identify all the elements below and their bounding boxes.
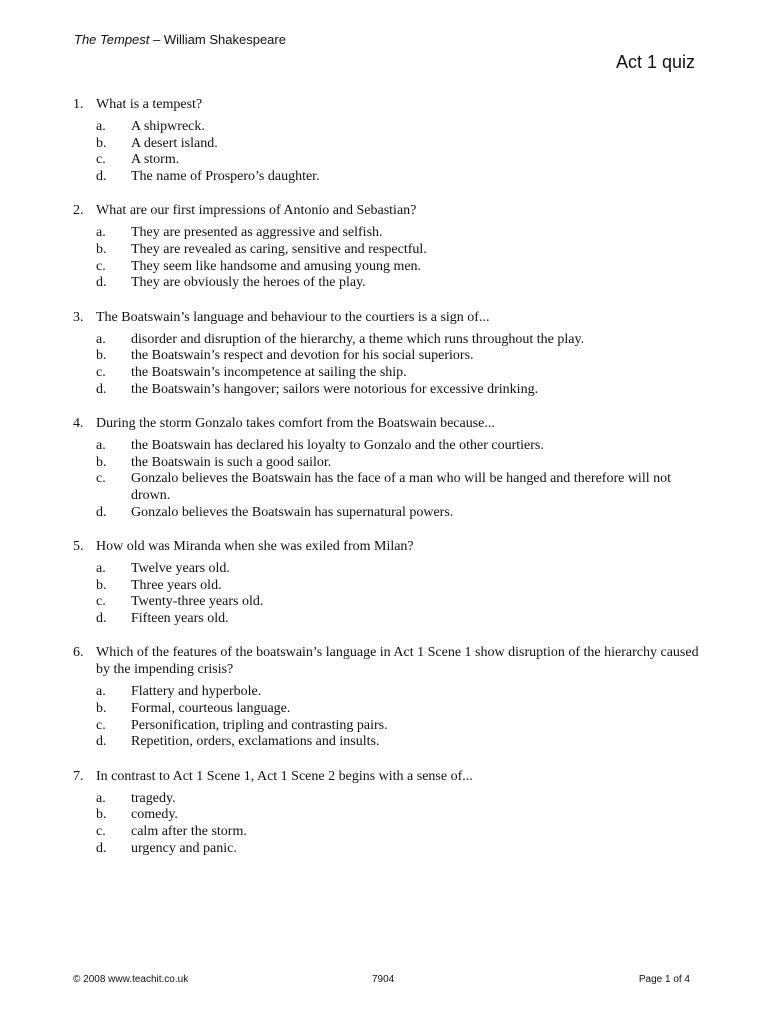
option-text: Personification, tripling and contrasting pairs.	[131, 717, 388, 733]
answer-option	[73, 259, 703, 276]
question-5	[73, 538, 703, 627]
option-letter: b.	[96, 807, 107, 823]
option-text: They seem like handsome and amusing young men.	[131, 258, 422, 274]
option-letter: c.	[96, 594, 106, 610]
question-1	[73, 96, 703, 185]
answer-option	[73, 152, 703, 169]
option-letter: a.	[96, 438, 106, 454]
option-text: the Boatswain’s incompetence at sailing the ship.	[131, 364, 407, 380]
answer-options	[73, 119, 703, 185]
option-text: They are revealed as caring, sensitive and respectful.	[131, 241, 427, 257]
answer-options	[73, 225, 703, 291]
option-text: Three years old.	[131, 577, 222, 593]
option-letter: a.	[96, 331, 106, 347]
option-text: urgency and panic.	[131, 840, 237, 856]
question-line	[73, 538, 703, 555]
answer-option	[73, 684, 703, 701]
option-letter: a.	[96, 684, 106, 700]
option-text: the Boatswain is such a good sailor.	[131, 454, 332, 470]
question-line	[73, 415, 703, 432]
document-id: 7904	[372, 974, 395, 985]
answer-option	[73, 791, 703, 808]
answer-option	[73, 455, 703, 472]
question-line	[73, 644, 703, 678]
option-letter: d.	[96, 381, 107, 397]
answer-option	[73, 578, 703, 595]
question-6	[73, 644, 703, 750]
question-text: During the storm Gonzalo takes comfort from the Boatswain because...	[96, 416, 495, 432]
copyright: © 2008 www.teachit.co.uk	[73, 974, 189, 985]
option-letter: a.	[96, 790, 106, 806]
answer-option	[73, 824, 703, 841]
author: – William Shakespeare	[149, 32, 286, 47]
answer-options	[73, 561, 703, 627]
answer-options	[73, 332, 703, 398]
option-text: Twenty-three years old.	[131, 594, 264, 610]
option-text: Fifteen years old.	[131, 610, 229, 626]
play-title: The Tempest	[74, 32, 150, 47]
page-number: Page 1 of 4	[638, 974, 690, 985]
answer-option	[73, 119, 703, 136]
option-letter: b.	[96, 454, 107, 470]
question-number: 4.	[73, 416, 84, 432]
question-number: 3.	[73, 309, 84, 325]
option-letter: a.	[96, 225, 106, 241]
option-text: The name of Prospero’s daughter.	[131, 168, 320, 184]
question-number: 5.	[73, 539, 84, 555]
option-text: Formal, courteous language.	[131, 701, 291, 717]
question-4	[73, 415, 703, 521]
question-text: What is a tempest?	[96, 97, 203, 112]
option-text: Gonzalo believes the Boatswain has the face of a man who will be hanged and therefore will not drown.	[131, 471, 671, 503]
answer-option	[73, 275, 703, 292]
option-letter: c.	[96, 152, 106, 168]
option-text: Flattery and hyperbole.	[131, 684, 262, 700]
option-text: the Boatswain has declared his loyalty to Gonzalo and the other courtiers.	[131, 438, 544, 454]
option-letter: d.	[96, 504, 107, 520]
answer-options	[73, 438, 703, 521]
question-7	[73, 768, 703, 857]
option-letter: c.	[96, 258, 106, 274]
question-list	[73, 96, 703, 874]
answer-option	[73, 169, 703, 186]
option-text: comedy.	[131, 807, 178, 823]
question-line	[73, 768, 703, 785]
answer-option	[73, 471, 703, 504]
question-number: 1.	[73, 97, 84, 112]
question-2	[73, 202, 703, 291]
question-text: Which of the features of the boatswain’s language in Act 1 Scene 1 show disruption of the hierarchy caused by the impending crisis?	[96, 645, 699, 678]
option-text: Twelve years old.	[131, 561, 230, 577]
option-letter: c.	[96, 471, 106, 487]
option-letter: a.	[96, 119, 106, 134]
answer-option	[73, 348, 703, 365]
option-letter: b.	[96, 577, 107, 593]
option-text: the Boatswain’s respect and devotion for his social superiors.	[131, 348, 474, 364]
option-letter: b.	[96, 348, 107, 364]
answer-option	[73, 807, 703, 824]
option-text: disorder and disruption of the hierarchy, a theme which runs throughout the play.	[131, 331, 585, 347]
option-text: They are obviously the heroes of the play.	[131, 275, 366, 291]
document-title	[74, 32, 286, 47]
question-number: 7.	[73, 768, 84, 784]
question-text: The Boatswain’s language and behaviour to the courtiers is a sign of...	[96, 309, 490, 325]
answer-option	[73, 332, 703, 349]
option-text: tragedy.	[131, 790, 176, 806]
question-text: In contrast to Act 1 Scene 1, Act 1 Scene 2 begins with a sense of...	[96, 768, 473, 784]
answer-option	[73, 136, 703, 153]
option-letter: a.	[96, 561, 106, 577]
question-line	[73, 96, 703, 113]
question-number: 2.	[73, 203, 84, 219]
answer-option	[73, 561, 703, 578]
answer-option	[73, 505, 703, 522]
answer-option	[73, 242, 703, 259]
option-text: They are presented as aggressive and selfish.	[131, 225, 383, 241]
answer-option	[73, 701, 703, 718]
option-letter: b.	[96, 135, 107, 151]
question-text: How old was Miranda when she was exiled from Milan?	[96, 539, 414, 555]
option-text: the Boatswain’s hangover; sailors were notorious for excessive drinking.	[131, 381, 539, 397]
question-3	[73, 309, 703, 398]
option-text: Repetition, orders, exclamations and insults.	[131, 734, 380, 750]
answer-option	[73, 594, 703, 611]
option-text: A shipwreck.	[131, 119, 205, 134]
answer-option	[73, 438, 703, 455]
question-line	[73, 202, 703, 219]
option-letter: d.	[96, 168, 107, 184]
option-letter: b.	[96, 241, 107, 257]
option-letter: c.	[96, 364, 106, 380]
question-line	[73, 309, 703, 326]
option-letter: d.	[96, 840, 107, 856]
answer-options	[73, 684, 703, 750]
answer-option	[73, 841, 703, 858]
quiz-heading: Act 1 quiz	[615, 52, 695, 72]
option-letter: d.	[96, 610, 107, 626]
option-text: calm after the storm.	[131, 824, 247, 840]
question-number: 6.	[73, 645, 84, 661]
option-letter: c.	[96, 717, 106, 733]
option-letter: b.	[96, 701, 107, 717]
answer-option	[73, 225, 703, 242]
option-text: Gonzalo believes the Boatswain has supernatural powers.	[131, 504, 454, 520]
option-text: A storm.	[131, 152, 180, 168]
option-letter: c.	[96, 824, 106, 840]
answer-option	[73, 365, 703, 382]
answer-option	[73, 382, 703, 399]
option-text: A desert island.	[131, 135, 218, 151]
answer-options	[73, 791, 703, 857]
answer-option	[73, 611, 703, 628]
question-text: What are our first impressions of Antonio and Sebastian?	[96, 203, 417, 219]
option-letter: d.	[96, 734, 107, 750]
answer-option	[73, 718, 703, 735]
option-letter: d.	[96, 275, 107, 291]
answer-option	[73, 734, 703, 751]
